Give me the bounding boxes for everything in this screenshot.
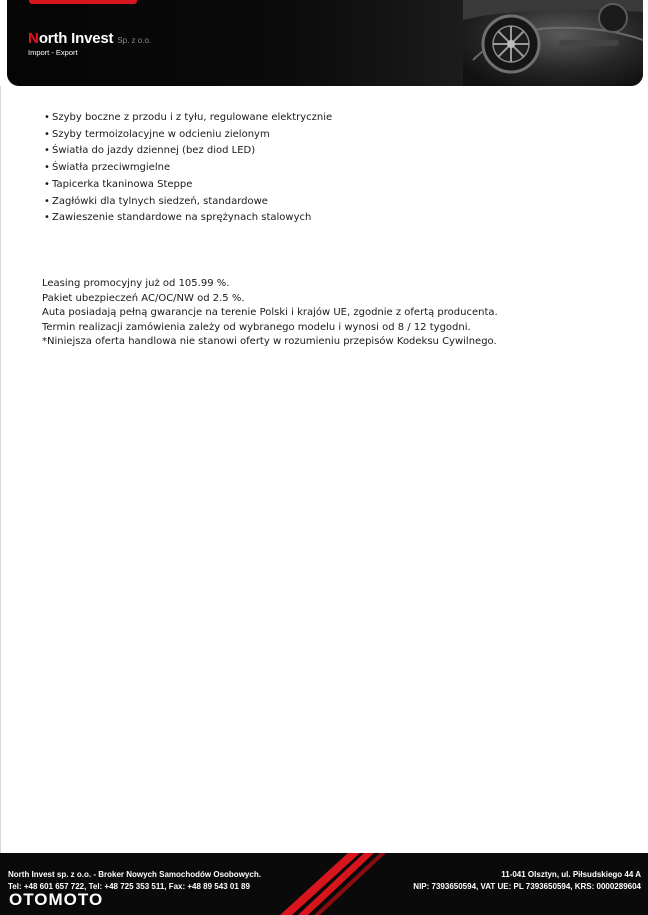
red-stripes-decoration xyxy=(250,853,410,915)
company-registration xyxy=(413,869,641,892)
header-red-accent xyxy=(29,0,137,4)
delivery-note: Termin realizacji zamówienia zależy od wybranego modelu i wynosi od 8 / 12 tygodni. xyxy=(42,321,471,333)
company-address: 11-041 Olsztyn, ul. Piłsudskiego 44 A xyxy=(501,870,641,879)
feature-text: Światła do jazdy dziennej (bez diod LED) xyxy=(52,145,256,157)
list-item xyxy=(44,143,332,160)
logo-company-suffix: Sp. z o.o. xyxy=(117,36,152,45)
bullet-icon: • xyxy=(44,195,50,207)
company-description: North Invest sp. z o.o. - Broker Nowych Samochodów Osobowych. xyxy=(8,870,261,879)
bullet-icon: • xyxy=(44,145,50,157)
phone-numbers: Tel: +48 601 657 722, Tel: +48 725 353 511, Fax: +48 89 543 01 89 xyxy=(8,881,250,891)
otomoto-watermark: OTOMOTO xyxy=(9,890,104,909)
bullet-icon: • xyxy=(44,212,50,224)
insurance-note: Pakiet ubezpieczeń AC/OC/NW od 2.5 %. xyxy=(42,292,245,304)
logo-initial: N xyxy=(28,30,39,47)
feature-list xyxy=(44,110,332,227)
list-item xyxy=(44,210,332,227)
feature-text: Światła przeciwmgielne xyxy=(52,162,171,174)
company-contact xyxy=(8,869,261,892)
offer-notes xyxy=(42,277,498,350)
warranty-note: Auta posiadają pełną gwarancje na terenie Polski i krajów UE, zgodnie z ofertą producenta. xyxy=(42,307,498,319)
leasing-note: Leasing promocyjny już od 105.99 %. xyxy=(42,278,230,289)
list-item xyxy=(44,194,332,211)
bullet-icon: • xyxy=(44,178,50,190)
feature-text: Szyby boczne z przodu i z tyłu, regulowane elektrycznie xyxy=(52,112,333,123)
header-banner xyxy=(7,0,643,86)
bullet-icon: • xyxy=(44,128,50,140)
feature-text: Szyby termoizolacyjne w odcieniu zielonym xyxy=(52,128,270,140)
page-edge-line xyxy=(0,86,1,854)
logo-subtitle: Import - Export xyxy=(28,48,78,57)
disclaimer-note: *Niniejsza oferta handlowa nie stanowi oferty w rozumieniu przepisów Kodeksu Cywilnego. xyxy=(42,336,497,348)
list-item xyxy=(44,110,332,127)
list-item xyxy=(44,177,332,194)
tax-registration: NIP: 7393650594, VAT UE: PL 7393650594, KRS: 0000289604 xyxy=(413,881,641,891)
company-logo xyxy=(28,30,151,57)
bullet-icon: • xyxy=(44,112,50,123)
feature-text: Zagłówki dla tylnych siedzeń, standardowe xyxy=(52,195,268,207)
bullet-icon: • xyxy=(44,162,50,174)
feature-text: Tapicerka tkaninowa Steppe xyxy=(52,178,193,190)
list-item xyxy=(44,127,332,144)
list-item xyxy=(44,160,332,177)
feature-text: Zawieszenie standardowe na sprężynach stalowych xyxy=(52,212,312,224)
car-wheel-image xyxy=(463,0,643,86)
logo-name: orth Invest xyxy=(38,30,114,47)
